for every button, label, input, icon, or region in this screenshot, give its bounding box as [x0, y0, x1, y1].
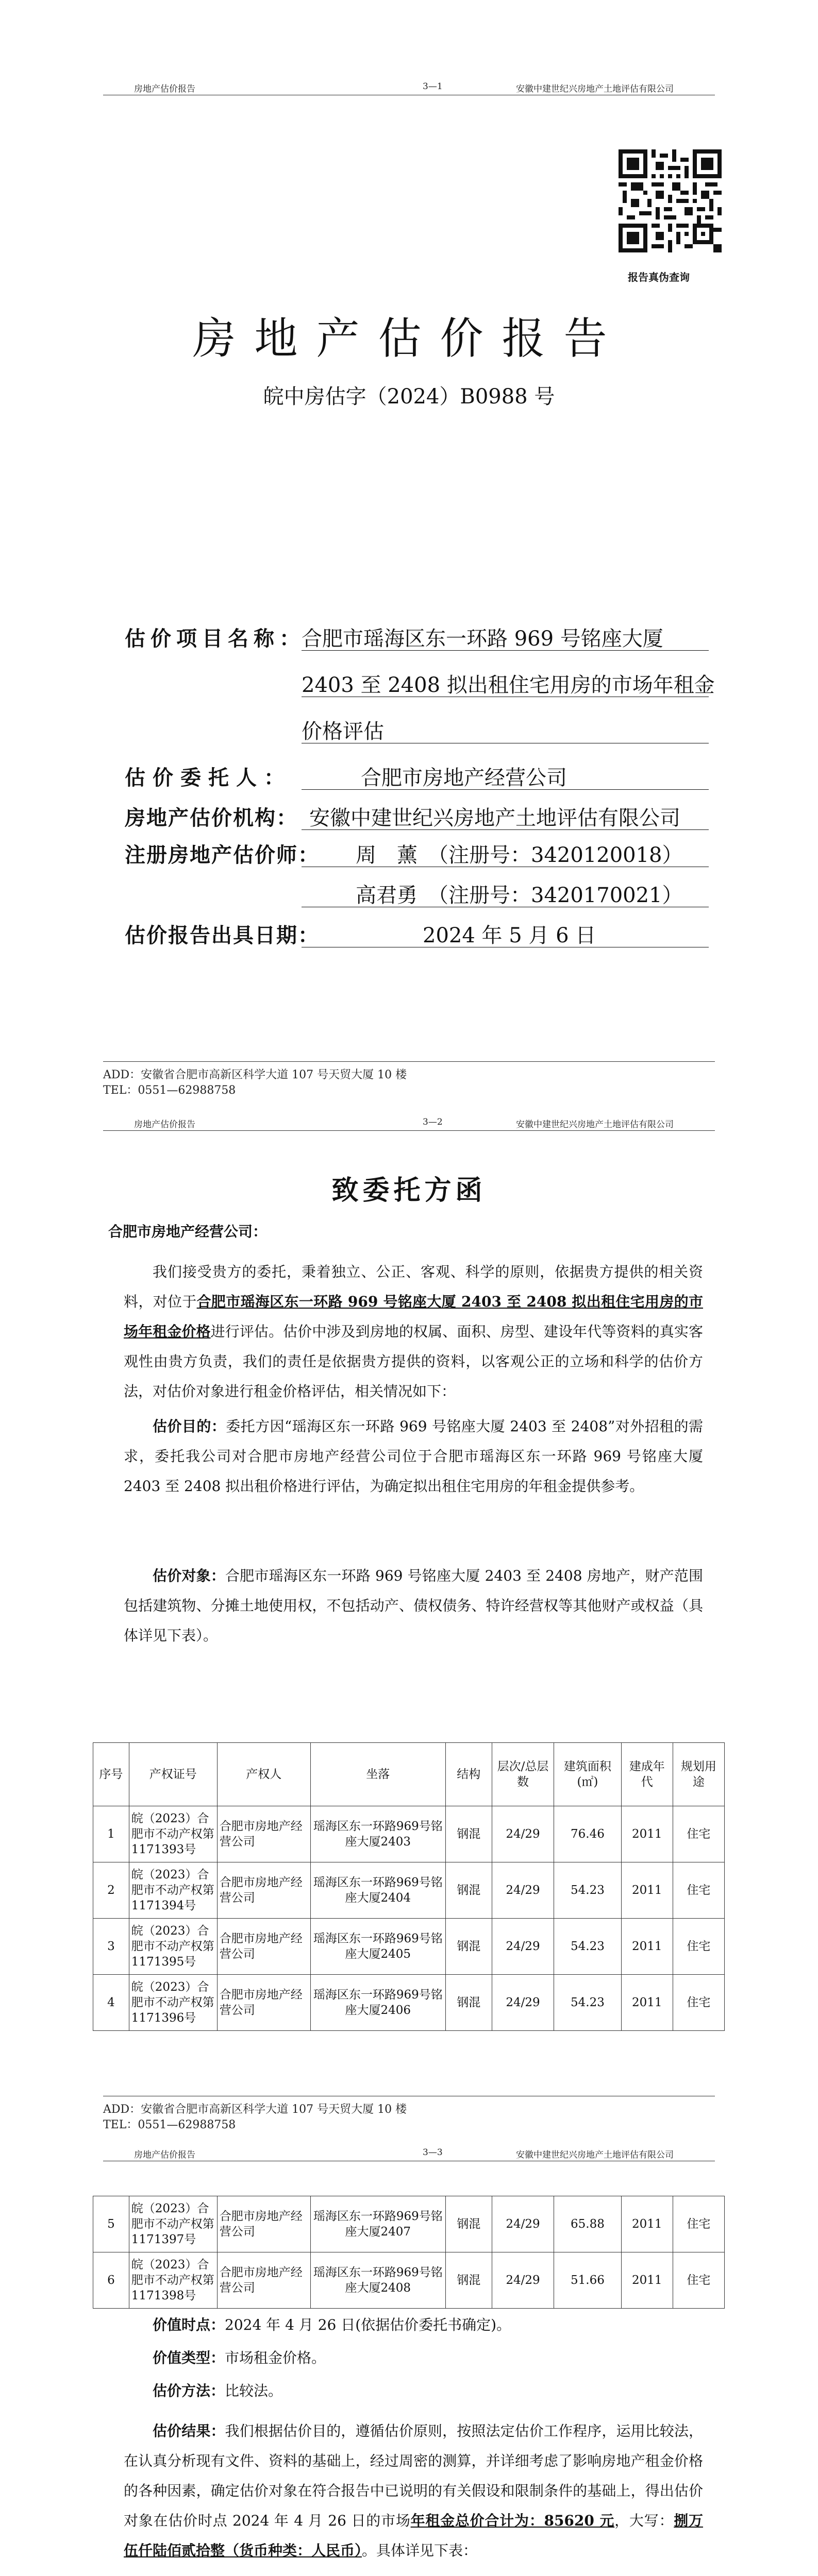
table-cell: 钢混: [445, 1862, 492, 1919]
header-left: 房地产估价报告: [134, 84, 195, 94]
column-header: 产权人: [217, 1743, 310, 1806]
project-line-1: 合肥市瑶海区东一环路 969 号铭座大厦: [302, 627, 663, 651]
client-label: 估价委托人：: [125, 766, 292, 790]
value-date: [124, 2310, 703, 2340]
table-cell: 2011: [621, 2196, 673, 2252]
table-cell: 1: [93, 1806, 129, 1862]
header-right: 安徽中建世纪兴房地产土地评估有限公司: [516, 84, 674, 94]
purpose-label: 估价目的：: [153, 1418, 226, 1435]
para-text: 我们接受贵方的委托，秉着独立、公正、客观、科学的原则，依据贵方提供的相关资料，对位于: [124, 1263, 703, 1310]
letter-para-subject: [124, 1561, 703, 1651]
table-cell: 76.46: [554, 1806, 621, 1862]
table-cell: 65.88: [554, 2196, 621, 2252]
value-type-text: 市场租金价格。: [225, 2349, 326, 2366]
table-cell: 住宅: [673, 1975, 724, 2031]
letter-para-purpose: [124, 1412, 703, 1501]
table-cell: 钢混: [445, 2196, 492, 2252]
column-header: 产权证号: [129, 1743, 217, 1806]
header-left: 房地产估价报告: [134, 2150, 195, 2160]
appraiser-label: 注册房地产估价师：: [125, 843, 320, 867]
letter-para-1: [124, 1257, 703, 1406]
table-cell: 24/29: [492, 1862, 554, 1919]
method: [124, 2376, 703, 2406]
header-divider: [103, 1130, 715, 1131]
agency-label: 房地产估价机构：: [125, 806, 298, 830]
table-cell: 皖（2023）合肥市不动产权第1171397号: [129, 2196, 217, 2252]
client-value: 合肥市房地产经营公司: [361, 766, 567, 790]
footer-address: ADD：安徽省合肥市高新区科学大道 107 号天贸大厦 10 楼: [103, 2103, 407, 2116]
result-total: 年租金总价合计为：85620 元: [410, 2512, 615, 2529]
table-cell: 2011: [621, 1975, 673, 2031]
result-uppercase: 捌万伍仟陆佰贰拾整（货币种类：人民币）: [124, 2512, 703, 2559]
table-cell: 24/29: [492, 1806, 554, 1862]
table-cell: 住宅: [673, 1862, 724, 1919]
table-cell: 54.23: [554, 1975, 621, 2031]
column-header: 结构: [445, 1743, 492, 1806]
table-cell: 3: [93, 1919, 129, 1975]
table-cell: 住宅: [673, 2252, 724, 2309]
table-cell: 瑶海区东一环路969号铭座大厦2407: [310, 2196, 445, 2252]
table-cell: 住宅: [673, 1806, 724, 1862]
footer-tel: TEL：0551—62988758: [103, 1084, 236, 1097]
column-header: 序号: [93, 1743, 129, 1806]
column-header: 层次/总层数: [492, 1743, 554, 1806]
underline: [302, 650, 709, 651]
table-cell: 住宅: [673, 1919, 724, 1975]
header-page-number: 3—2: [423, 1117, 443, 1127]
column-header: 建筑面积(㎡): [554, 1743, 621, 1806]
table-cell: 2011: [621, 1806, 673, 1862]
table-cell: 钢混: [445, 2252, 492, 2309]
column-header: 建成年代: [621, 1743, 673, 1806]
value-date-text: 2024 年 4 月 26 日(依据估价委托书确定)。: [225, 2316, 511, 2333]
page-header: [103, 1113, 715, 1131]
table-cell: 钢混: [445, 1806, 492, 1862]
header-page-number: 3—3: [423, 2147, 443, 2158]
table-cell: 4: [93, 1975, 129, 2031]
property-table: [93, 1742, 725, 2031]
para-text: 进行评估。估价中涉及到房地的权属、面积、房型、建设年代等资料的真实客观性由贵方负责，我们的责任是依据贵方提供的资料，以客观公正的立场和科学的估价方法，对估价对象进行租金价格评估，相关情况如下：: [124, 1323, 703, 1400]
subject-highlight: 合肥市瑶海区东一环路 969 号铭座大厦 2403 至 2408 拟出租住宅用房的市场年租金价格: [124, 1293, 703, 1340]
project-line-2: 2403 至 2408 拟出租住宅用房的市场年租金: [302, 673, 715, 697]
table-cell: 瑶海区东一环路969号铭座大厦2404: [310, 1862, 445, 1919]
table-row: [93, 1862, 725, 1919]
agency-value: 安徽中建世纪兴房地产土地评估有限公司: [309, 806, 680, 830]
page-footer: [103, 2102, 407, 2133]
value-date-label: 价值时点：: [153, 2316, 225, 2333]
page-header: [103, 2143, 715, 2162]
table-row: [93, 1975, 725, 2031]
table-cell: 钢混: [445, 1975, 492, 2031]
result-text: ，大写：: [614, 2512, 674, 2529]
footer-address: ADD：安徽省合肥市高新区科学大道 107 号天贸大厦 10 楼: [103, 1069, 407, 1081]
column-header: 规划用途: [673, 1743, 724, 1806]
result-para: [124, 2416, 703, 2566]
page-header: [103, 77, 715, 96]
table-cell: 24/29: [492, 1975, 554, 2031]
qr-caption: 报告真伪查询: [628, 271, 690, 283]
underline: [302, 789, 709, 790]
table-cell: 2011: [621, 1862, 673, 1919]
value-type-label: 价值类型：: [153, 2349, 225, 2366]
date-value: 2024 年 5 月 6 日: [423, 924, 596, 947]
footer-tel: TEL：0551—62988758: [103, 2119, 236, 2131]
method-label: 估价方法：: [153, 2382, 225, 2399]
table-cell: 瑶海区东一环路969号铭座大厦2405: [310, 1919, 445, 1975]
property-table-continued: [93, 2196, 725, 2309]
table-row: [93, 1806, 725, 1862]
appraiser-2: 高君勇 （注册号：3420170021）: [356, 884, 683, 907]
table-header-row: [93, 1743, 725, 1806]
table-cell: 合肥市房地产经营公司: [217, 1919, 310, 1975]
column-header: 坐落: [310, 1743, 445, 1806]
header-right: 安徽中建世纪兴房地产土地评估有限公司: [516, 2150, 674, 2160]
table-cell: 瑶海区东一环路969号铭座大厦2408: [310, 2252, 445, 2309]
table-cell: 皖（2023）合肥市不动产权第1171398号: [129, 2252, 217, 2309]
table-cell: 合肥市房地产经营公司: [217, 2196, 310, 2252]
table-cell: 24/29: [492, 2252, 554, 2309]
subject-text: 合肥市瑶海区东一环路 969 号铭座大厦 2403 至 2408 房地产，财产范围包括建筑物、分摊土地使用权，不包括动产、债权债务、特许经营权等其他财产或权益（具体详见下表）。: [124, 1567, 703, 1644]
table-cell: 54.23: [554, 1862, 621, 1919]
table-cell: 皖（2023）合肥市不动产权第1171394号: [129, 1862, 217, 1919]
report-title: 房地产估价报告: [192, 313, 626, 364]
table-cell: 5: [93, 2196, 129, 2252]
header-page-number: 3—1: [423, 81, 443, 92]
table-cell: 皖（2023）合肥市不动产权第1171396号: [129, 1975, 217, 2031]
table-cell: 皖（2023）合肥市不动产权第1171395号: [129, 1919, 217, 1975]
underline: [302, 829, 709, 830]
table-cell: 54.23: [554, 1919, 621, 1975]
purpose-text: 委托方因“瑶海区东一环路 969 号铭座大厦 2403 至 2408”对外招租的需求，委托我公司对合肥市房地产经营公司位于合肥市瑶海区东一环路 969 号铭座大厦 2403 至 2408 拟出租价格进行评估，为确定拟出租住宅用房的年租金提供参考。: [124, 1418, 703, 1495]
table-cell: 合肥市房地产经营公司: [217, 1975, 310, 2031]
table-cell: 2011: [621, 2252, 673, 2309]
date-label: 估价报告出具日期：: [125, 923, 320, 947]
table-cell: 24/29: [492, 1919, 554, 1975]
project-line-3: 价格评估: [302, 720, 384, 743]
table-cell: 合肥市房地产经营公司: [217, 1806, 310, 1862]
table-cell: 合肥市房地产经营公司: [217, 1862, 310, 1919]
result-text: 我们根据估价目的，遵循估价原则，按照法定估价工作程序，运用比较法，在认真分析现有文件、资料的基础上，经过周密的测算，并详细考虑了影响房地产租金价格的各种因素，确定估价对象在符合报告中已说明的有关假设和限制条件的基础上，得出估价对象在估价时点 2024 年 4 月 26 日的市场: [124, 2422, 703, 2529]
qr-code-icon[interactable]: [619, 149, 722, 252]
letter-title: 致委托方函: [331, 1175, 487, 1206]
table-cell: 合肥市房地产经营公司: [217, 2252, 310, 2309]
table-cell: 瑶海区东一环路969号铭座大厦2406: [310, 1975, 445, 2031]
result-text: 。具体详见下表：: [362, 2542, 478, 2559]
table-cell: 皖（2023）合肥市不动产权第1171393号: [129, 1806, 217, 1862]
table-cell: 24/29: [492, 2196, 554, 2252]
table-cell: 2011: [621, 1919, 673, 1975]
table-row: [93, 2252, 725, 2309]
page-footer: [103, 1067, 407, 1098]
table-cell: 2: [93, 1862, 129, 1919]
table-cell: 瑶海区东一环路969号铭座大厦2403: [310, 1806, 445, 1862]
footer-divider: [103, 1061, 715, 1062]
header-left: 房地产估价报告: [134, 1120, 195, 1130]
table-row: [93, 2196, 725, 2252]
table-cell: 钢混: [445, 1919, 492, 1975]
result-label: 估价结果：: [153, 2422, 225, 2439]
subject-label: 估价对象：: [153, 1567, 225, 1584]
table-row: [93, 1919, 725, 1975]
table-cell: 住宅: [673, 2196, 724, 2252]
method-text: 比较法。: [225, 2382, 283, 2399]
project-label: 估价项目名称：: [125, 626, 305, 651]
salutation: 合肥市房地产经营公司：: [108, 1223, 268, 1240]
table-cell: 51.66: [554, 2252, 621, 2309]
report-number: 皖中房估字（2024）B0988 号: [263, 385, 555, 409]
value-type: [124, 2343, 703, 2373]
appraiser-1: 周 薰 （注册号：3420120018）: [356, 843, 683, 867]
table-cell: 6: [93, 2252, 129, 2309]
header-right: 安徽中建世纪兴房地产土地评估有限公司: [516, 1120, 674, 1130]
